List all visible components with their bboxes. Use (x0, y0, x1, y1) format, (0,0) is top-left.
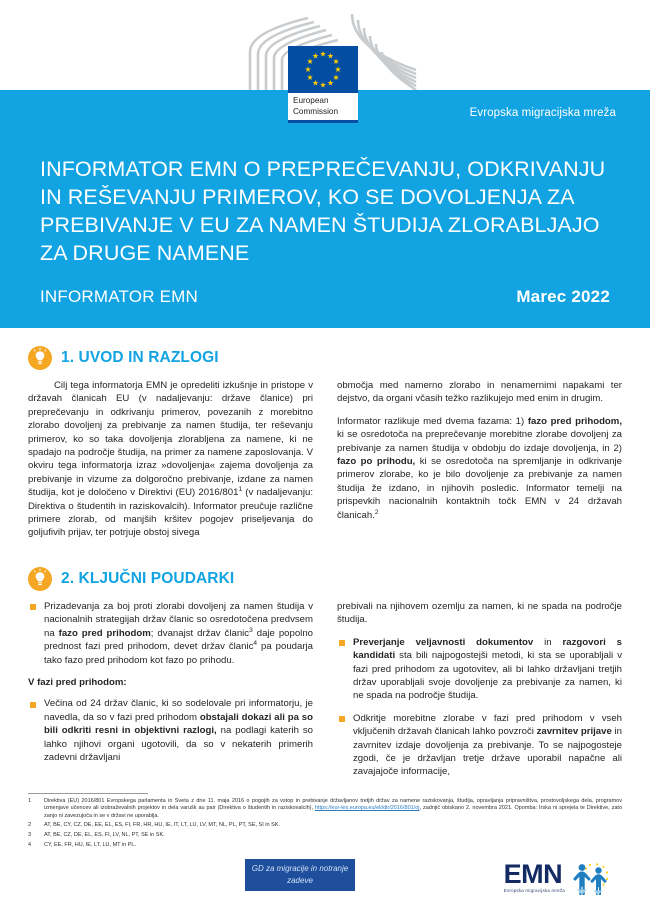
page-title: INFORMATOR EMN O PREPREČEVANJU, ODKRIVANJU IN REŠEVANJU PRIMEROV, KO SE DOVOLJENJA ZA PREBIVANJE V EU ZA NAMEN ŠTUDIJA ZLORABLJAJO ZA DRUGE NAMENE (40, 157, 606, 265)
footnote-number: 3 (28, 832, 32, 839)
section-2-columns (28, 600, 622, 788)
section-2-title: 2. KLJUČNI POUDARKI (61, 569, 235, 587)
dg-migration-home-affairs-box: GD za migracije in notranje zadeve (245, 859, 355, 891)
section-2-left-bullet-list (28, 600, 313, 667)
footnote-text: CY, EE, FR, HU, IE, LT, LU, MT in PL. (44, 841, 136, 848)
footnote-ref-4: 4 (253, 639, 258, 647)
fn1-a: Direktiva (EU) 2016/801 Evropskega parlamenta in Sveta z dne 11. maja 2016 o pogojih za vstop in prebivanje državljanov tretjih držav za namene raziskovanja, študija, opravljanja pripravništva, prostovoljskega dela, programov izmenjave učencev ali izobraževalnih projektov in dela varušk au pair (Direktiva o študentih in raziskovalcih), (44, 798, 622, 812)
section-uvod-in-razlogi (28, 346, 622, 549)
lightbulb-icon (28, 346, 52, 370)
section-1-header (28, 346, 622, 370)
section-2-lead-label: V fazi pred prihodom: (28, 676, 127, 688)
document-content (0, 346, 650, 788)
emn-logo-subtitle: Evropska migracijska mreža (503, 888, 565, 893)
list-item (337, 636, 622, 703)
list-item (28, 600, 313, 667)
logo-underline (288, 120, 358, 123)
band-bottom-spacer (0, 320, 650, 328)
s1-r2-bold1: fazo pred prihodom, (527, 415, 622, 427)
section-1-right-paragraph-2 (337, 415, 622, 522)
footnote-text (44, 798, 622, 820)
s1-r2-bold2: fazo po prihodu, (337, 456, 416, 468)
title-area (0, 143, 650, 273)
footnote-3 (28, 832, 622, 839)
footnote-number: 4 (28, 841, 32, 848)
s2-l1-a: Prizadevanja za boj proti zlorabi dovoljenj za namen študija v nacionalnih strategijah držav članic so osredotočena predvsem na (44, 600, 313, 639)
s2-r1-mid: in (533, 636, 563, 648)
page-footer (0, 853, 650, 919)
footnote-separator (28, 793, 148, 794)
section-1-paragraph-1 (28, 379, 313, 540)
eu-flag-icon (288, 46, 358, 93)
s2-l1-bold: fazo pred prihodom (58, 627, 151, 639)
emn-people-icon (568, 861, 616, 895)
section-2-left-bullet-list-2 (28, 697, 313, 764)
list-item (28, 697, 313, 764)
s2-l2-a: Večina od 24 držav članic, ki so sodelovale pri informatorju, je navedla, da so v fazi pred prihodom (44, 698, 313, 723)
footnote-number: 2 (28, 822, 32, 829)
s1-r2-c: ki se osredotoča na spremljanje in odkrivanje primerov zlorabe, ko je bilo dovoljenje za prebivanje za namen študija že izdano, in njihovih posledic. Informator temelji na prispevkih nacionalnih kontaktnih točk EMN v 24 državah članicah. (337, 456, 622, 521)
doc-date: Marec 2022 (516, 287, 610, 306)
section-2-right-continuation: prebivali na njihovem ozemlju za namen, ki ne spada na področje študija. (337, 600, 622, 626)
section-1-title: 1. UVOD IN RAZLOGI (61, 349, 219, 366)
s2-r1-tail: sta bili najpogostejši metodi, ki sta se uporabljali v fazi pred prihodom za ugotovitev, ali bi lahko državljani tretjih držav uporabljali svoje dovoljenje za prebivanje za namen, ki ne spada na področje študija. (353, 650, 622, 702)
section-2-header (28, 567, 622, 591)
network-tagline: Evropska migracijska mreža (469, 107, 616, 119)
subtitle-row (0, 273, 650, 320)
section-kljucni-poudarki (28, 567, 622, 788)
emn-logo (504, 861, 616, 895)
footnote-text: AT, BE, CY, CZ, DE, EE, EL, ES, FI, FR, HR, HU, IE, IT, LT, LU, LV, MT, NL, PL, PT, SE, SI in SK. (44, 822, 280, 829)
s1-r2-b: ki se osredotoča na preprečevanje morebitne zlorabe dovoljenj za prebivanje za namen študija v obdobju do izdaje dovoljenja, in 2) (337, 429, 622, 454)
s2-l1-c: daje popolno prednost fazi pred prihodom, devet držav članic (44, 627, 313, 653)
footnote-ref-1: 1 (238, 486, 243, 494)
section-2-right-bullet-list (337, 636, 622, 779)
section-1-right-paragraph-1: območja med namerno zlorabo in nenamernimi napakami ter dejstvo, da organi včasih težko razlikujejo med enim in drugim. (337, 380, 622, 405)
footnote-2 (28, 822, 622, 829)
s2-r2-b: in zavrnitev izdaje dovoljenja za prebivanje. To se najpogosteje zgodi, če je državljan tretje države uporabil napačne ali zavajajoče informacije, (353, 726, 622, 778)
commission-name (288, 93, 358, 120)
footnotes-block (28, 793, 622, 852)
section-1-columns (28, 379, 622, 549)
s2-r2-bold: zavrnitev prijave (536, 726, 612, 738)
lightbulb-icon (28, 567, 52, 591)
doc-type-label: INFORMATOR EMN (40, 287, 198, 306)
footnote-4 (28, 842, 622, 849)
list-item (337, 712, 622, 779)
s2-r2-a: Odkritje morebitne zlorabe v fazi pred prihodom v vseh vključenih državah članicah lahko povzroči (353, 712, 622, 738)
s2-l1-b: ; dvanajst držav članic (150, 627, 250, 639)
header-blue-band (0, 90, 650, 328)
s2-l2-bold: obstajali dokazi ali pa so bili odkriti resni in objektivni razlogi, (44, 711, 313, 737)
footnote-ref-2: 2 (374, 508, 379, 516)
s2-l1-d: pa poudarja tako fazo pred prihodom kot fazo po prihodu. (44, 641, 314, 666)
footnote-1 (28, 798, 622, 820)
emn-wordmark: EMN (503, 859, 563, 889)
section-1-right-column (337, 379, 622, 549)
s1-r2-a: Informator razlikuje med dvema fazama: 1) (337, 415, 528, 427)
s2-r1-bolda: Preverjanje veljavnosti dokumentov (353, 636, 534, 648)
section-2-right-column (337, 600, 622, 788)
section-1-left-column (28, 379, 313, 549)
fn1-b: , zadnjič obiskano 2. novembra 2021. Opomba: Irska ni sprejela te Direktive, zato zanjo ni zavezujoča in se v državi ne uporablja. (44, 805, 622, 819)
s1-p1-text: Cilj tega informatorja EMN je opredeliti izkušnje in pristope v državah članicah EU (v nadaljevanju: države članice) pri preprečevanju in odkrivanju primerov, povezanih z morebitno zlorabo dovoljenj za prebivanje za namen študija, ter reševanju primerov, ko so taka dovoljenja zlorabljena za namene, ki ne spadajo na področje študija, na primer za namene zaposlovanja. V okviru tega informatorja izraz »dovoljenja« zajema dovoljenja za prebivanje in vizume za dolgoročno prebivanje, izdane za namen študija, kot je določeno v Direktivi (EU) 2016/801 (28, 380, 313, 499)
footnote-text: AT, BE, CZ, DE, EL, ES, FI, LV, NL, PT, SE in SK. (44, 832, 165, 839)
s2-r1-boldb: razgovori s kandidati (353, 636, 622, 662)
commission-name-line1: European (293, 96, 329, 105)
footnote-link[interactable]: https://eur-lex.europa.eu/eli/dir/2016/801/oj (314, 805, 420, 812)
s2-l2-b: na podlagi katerih so lahko njihovi organi ugotovili, da so v nekaterih primerih zadevni državljani (44, 725, 314, 763)
european-commission-logo (288, 46, 358, 123)
commission-name-line2: Commission (293, 106, 339, 116)
footnote-number: 1 (28, 798, 32, 804)
footnote-ref-3: 3 (249, 626, 253, 634)
section-2-left-column (28, 600, 313, 788)
s1-p1-tail: (v nadaljevanju: Direktiva o študentih in raziskovalcih). Informator preučuje različne primere zlorab, od manjših kršitev pogojev priseljevanja do goljufivih prijav, ter potrjuje obstoj sivega (28, 487, 313, 539)
